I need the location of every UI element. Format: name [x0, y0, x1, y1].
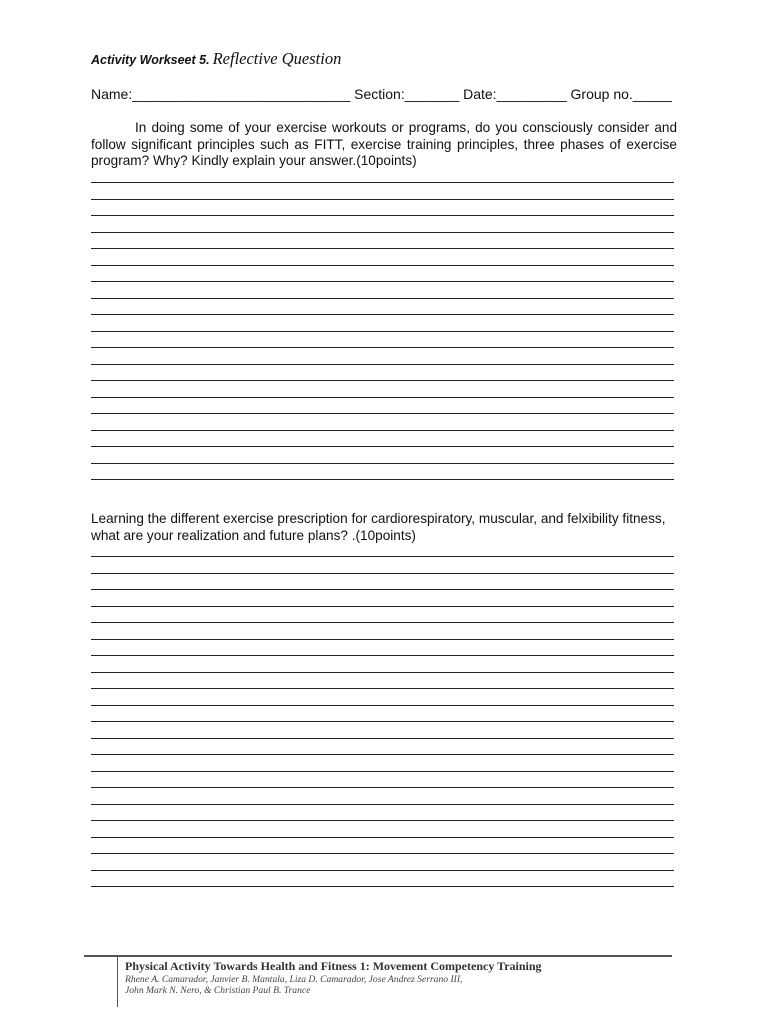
footer-divider — [117, 957, 118, 1007]
answer-line[interactable] — [91, 215, 674, 216]
student-info-line: Name:____________________________ Section:_______ Date:_________ Group no._____ — [91, 86, 672, 102]
answer-line[interactable] — [91, 672, 674, 673]
answer-line[interactable] — [91, 639, 674, 640]
answer-line[interactable] — [91, 182, 674, 183]
question-1 — [91, 120, 677, 170]
answer-line[interactable] — [91, 622, 674, 623]
answer-line[interactable] — [91, 606, 674, 607]
question-2-text: Learning the different exercise prescription for cardiorespiratory, muscular, and felxibility fitness, what are your realization and future plans? .(10points) — [91, 511, 666, 543]
answer-line[interactable] — [91, 364, 674, 365]
question-2 — [91, 511, 691, 544]
answer-line[interactable] — [91, 331, 674, 332]
answer-line[interactable] — [91, 721, 674, 722]
answer-line[interactable] — [91, 380, 674, 381]
answer-line[interactable] — [91, 479, 674, 480]
answer-line[interactable] — [91, 281, 674, 282]
answer-line[interactable] — [91, 413, 674, 414]
answer-line[interactable] — [91, 298, 674, 299]
answer-line[interactable] — [91, 886, 674, 887]
answer-line[interactable] — [91, 232, 674, 233]
footer-authors-line-1: Rhene A. Camarador, Janvier B. Mantala, Liza D. Camarador, Jose Andrez Serrano III, — [125, 974, 463, 985]
worksheet-label: Activity Workseet 5. — [91, 53, 210, 67]
answer-line[interactable] — [91, 705, 674, 706]
answer-line[interactable] — [91, 787, 674, 788]
answer-line[interactable] — [91, 573, 674, 574]
answer-line[interactable] — [91, 248, 674, 249]
answer-line[interactable] — [91, 688, 674, 689]
answer-line[interactable] — [91, 655, 674, 656]
answer-line[interactable] — [91, 804, 674, 805]
footer-title: Physical Activity Towards Health and Fitness 1: Movement Competency Training — [125, 959, 542, 973]
answer-line[interactable] — [91, 837, 674, 838]
answer-line[interactable] — [91, 556, 674, 557]
answer-line[interactable] — [91, 820, 674, 821]
answer-line[interactable] — [91, 314, 674, 315]
answer-line[interactable] — [91, 589, 674, 590]
footer-authors-line-2: John Mark N. Nero, & Christian Paul B. Trance — [125, 985, 311, 996]
footer — [125, 959, 542, 996]
answer-line[interactable] — [91, 754, 674, 755]
answer-line[interactable] — [91, 870, 674, 871]
answer-line[interactable] — [91, 397, 674, 398]
answer-line[interactable] — [91, 771, 674, 772]
answer-line[interactable] — [91, 265, 674, 266]
worksheet-heading: Reflective Question — [212, 49, 342, 68]
answer-line[interactable] — [91, 738, 674, 739]
question-1-text: In doing some of your exercise workouts or programs, do you consciously consider and follow significant principles such as FITT, exercise training principles, three phases of exercise program? Why? Kindly explain your answer.(10points) — [91, 120, 677, 169]
answer-line[interactable] — [91, 446, 674, 447]
footer-rule — [84, 955, 672, 957]
worksheet-title — [91, 49, 341, 69]
answer-line[interactable] — [91, 347, 674, 348]
answer-line[interactable] — [91, 199, 674, 200]
answer-line[interactable] — [91, 463, 674, 464]
answer-line[interactable] — [91, 430, 674, 431]
answer-line[interactable] — [91, 853, 674, 854]
